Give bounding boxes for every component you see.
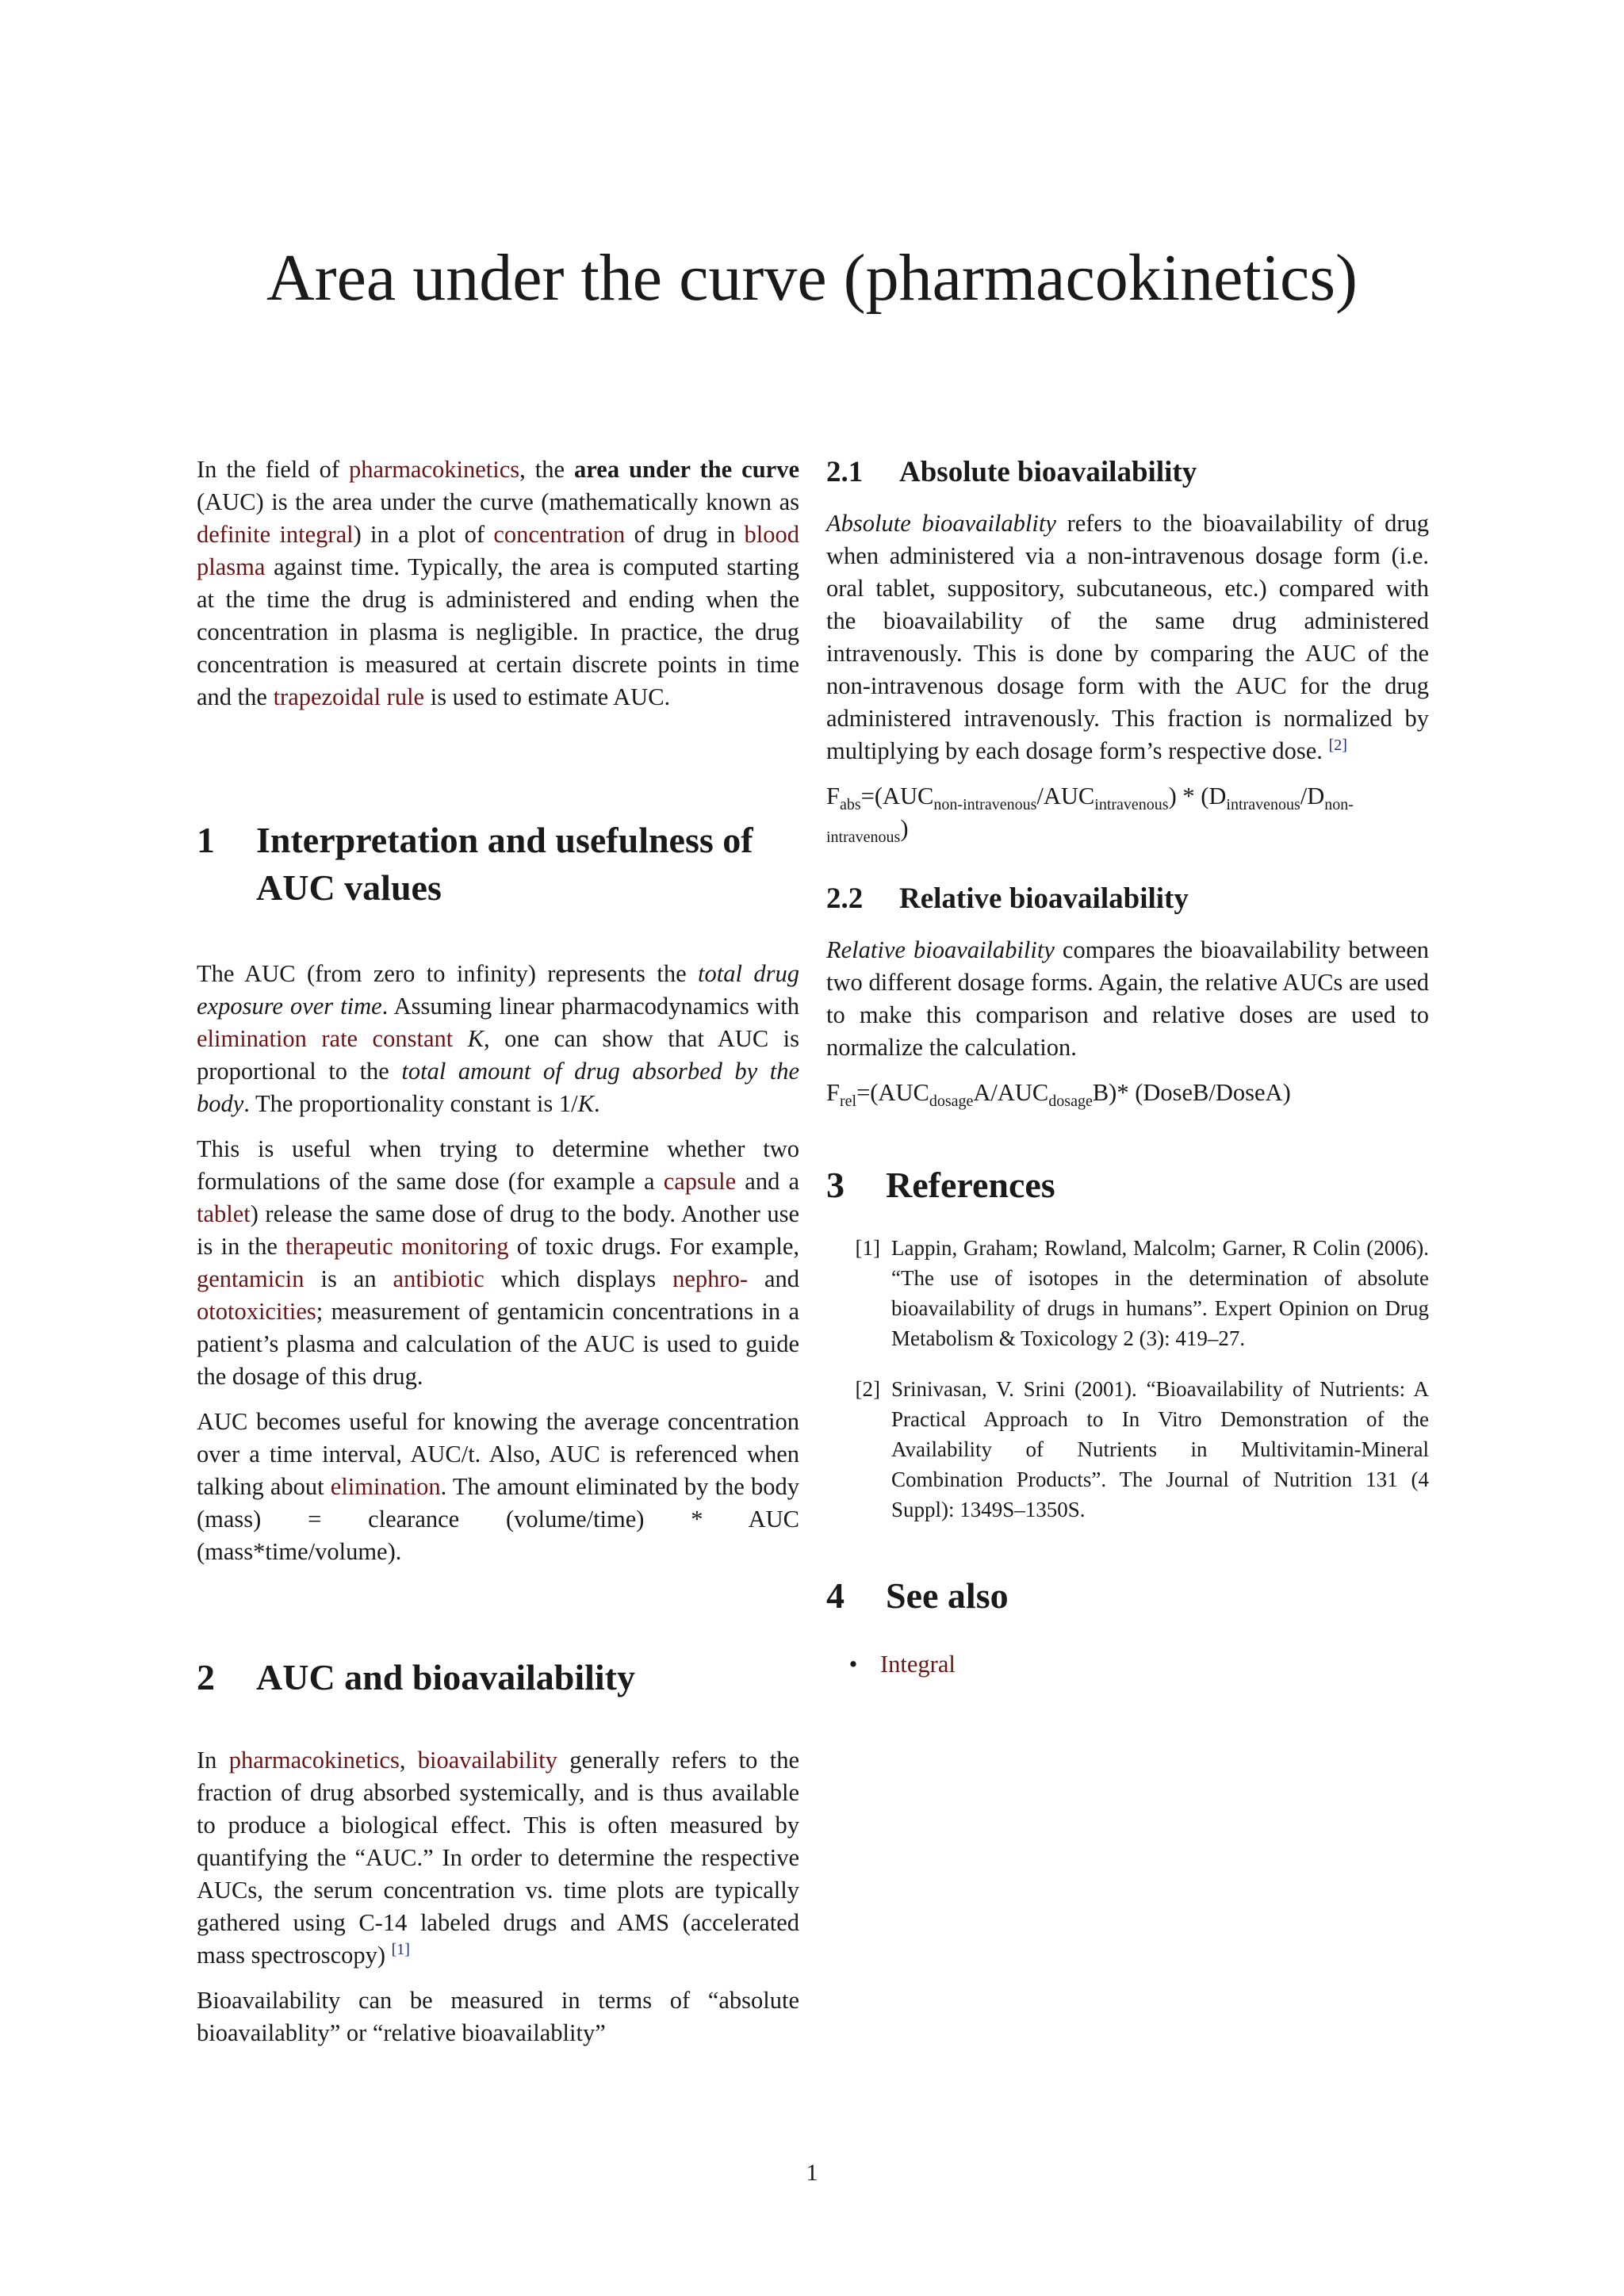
reference-item: [826, 1374, 1429, 1525]
text: B)* (DoseB/DoseA): [1092, 1079, 1291, 1106]
italic-text: K: [577, 1090, 594, 1117]
link-therapeutic-monitoring[interactable]: therapeutic monitoring: [285, 1233, 509, 1260]
text: .: [593, 1090, 600, 1117]
link-pharmacokinetics[interactable]: pharmacokinetics: [349, 456, 520, 483]
text: /D: [1300, 783, 1325, 809]
link-antibiotic[interactable]: antibiotic: [393, 1265, 485, 1292]
s21-paragraph-1: [826, 507, 1429, 767]
subscript: intravenous: [1226, 796, 1300, 814]
page-number: 1: [806, 2160, 818, 2186]
section-2-2-heading: [826, 880, 1429, 918]
text: This is useful when trying to determine whether two formulations of the same dose (for example a: [197, 1135, 799, 1195]
page-title: Area under the curve (pharmacokinetics): [266, 241, 1358, 315]
section-number: 2: [197, 1657, 215, 1697]
link-integral[interactable]: Integral: [880, 1651, 956, 1678]
subscript: dosage: [929, 1093, 974, 1111]
bold-term: area under the curve: [574, 456, 800, 483]
subscript: rel: [839, 1093, 857, 1111]
section-title: AUC and bioavailability: [256, 1657, 635, 1697]
section-2-1-heading: [826, 453, 1429, 492]
text: =(AUC: [860, 783, 934, 809]
s1-paragraph-2: [197, 1133, 799, 1393]
text: which displays: [484, 1265, 673, 1292]
text: In the field of: [197, 456, 350, 483]
text: AUC becomes useful for knowing the average concentration over a time interval, AUC/t. Also, AUC is referenced when talking about: [197, 1408, 799, 1500]
section-title: Absolute bioavailability: [899, 456, 1197, 488]
text: . The proportionality constant is 1/: [243, 1090, 578, 1117]
link-bioavailability[interactable]: bioavailability: [417, 1747, 557, 1774]
text: generally refers to the fraction of drug absorbed systemically, and is thus available to produce a biological effect. This is often measured by quantifying the “AUC.” In order to determine the respective AUCs, the serum concentration vs. time plots are typically gathered using C-14 labeled drugs and AMS (accelerated mass spectroscopy): [197, 1747, 799, 1969]
text: The AUC (from zero to infinity) represents the: [197, 960, 699, 987]
section-number: 4: [826, 1575, 845, 1616]
s2-paragraph-2: Bioavailability can be measured in terms of “absolute bioavailablity” or “relative bioavailablity”: [197, 1987, 799, 2046]
subscript: non-intravenous: [933, 796, 1037, 814]
subscript: intravenous: [1094, 796, 1169, 814]
reference-text: Srinivasan, V. Srini (2001). “Bioavailability of Nutrients: A Practical Approach to In Vitro Demonstration of the Availability of Nutrients in Multivitamin-Mineral Combination Products”. The Journal of Nutrition 131 (4 Suppl): 1349S–1350S.: [891, 1377, 1429, 1521]
link-blood-plasma[interactable]: blood plasma: [197, 521, 799, 580]
citation-2[interactable]: [2]: [1328, 736, 1347, 754]
s2-paragraph-1: [197, 1744, 799, 1972]
reference-number: [2]: [855, 1377, 880, 1401]
text: . Assuming linear pharmacodynamics with: [381, 993, 799, 1020]
section-1-heading: [197, 817, 799, 912]
reference-number: [1]: [855, 1236, 880, 1260]
text: , the: [519, 456, 575, 483]
link-nephrotoxicity[interactable]: nephro-: [672, 1265, 748, 1292]
text: is an: [304, 1265, 393, 1292]
text: [453, 1025, 467, 1052]
text: In: [197, 1747, 229, 1774]
formula-absolute: [826, 780, 1429, 845]
section-title: Interpretation and usefulness of AUC values: [256, 820, 753, 908]
text: ): [900, 815, 909, 842]
link-ototoxicities[interactable]: ototoxicities: [197, 1298, 316, 1325]
link-elimination[interactable]: elimination: [330, 1473, 441, 1500]
text: of toxic drugs. For example,: [508, 1233, 799, 1260]
section-number: 1: [197, 820, 215, 860]
section-title: See also: [886, 1575, 1009, 1616]
link-elimination-rate-constant[interactable]: elimination rate constant: [197, 1025, 454, 1052]
text: ; measurement of gentamicin concentrations in a patient’s plasma and calculation of the AUC is used to guide the dosage of this drug.: [197, 1298, 799, 1390]
text: . The amount eliminated by the body (mass) = clearance (volume/time) * AUC (mass*time/volume).: [197, 1473, 799, 1565]
text: against time. Typically, the area is computed starting at the time the drug is administered and ending when the concentration in plasma is negligible. In practice, the drug concentration is measured at certain discrete points in time and the: [197, 553, 799, 710]
text: and: [748, 1265, 799, 1292]
text: and a: [736, 1168, 799, 1195]
section-number: 3: [826, 1165, 845, 1205]
text: F: [826, 783, 840, 809]
s1-paragraph-3: [197, 1406, 799, 1568]
bullet-icon: •: [848, 1651, 858, 1678]
text: ) * (D: [1168, 783, 1227, 809]
link-concentration[interactable]: concentration: [493, 521, 626, 548]
link-capsule[interactable]: capsule: [663, 1168, 737, 1195]
link-pharmacokinetics-2[interactable]: pharmacokinetics: [228, 1747, 400, 1774]
right-column: [826, 453, 1429, 1681]
references-list: [826, 1233, 1429, 1525]
section-title: Relative bioavailability: [899, 882, 1189, 915]
s22-paragraph-1: [826, 934, 1429, 1064]
section-number: 2.2: [826, 882, 864, 915]
text: =(AUC: [856, 1079, 929, 1106]
list-item: [826, 1648, 1429, 1681]
left-column: [197, 453, 799, 2062]
intro-paragraph: [197, 453, 799, 714]
text: refers to the bioavailability of drug when administered via a non-intravenous dosage form (i.e. oral tablet, suppository, subcutaneous, etc.) compared with the bioavailability of the same drug administered intravenously. This is done by comparing the AUC of the non-intravenous dosage form with the AUC for the drug administered intravenously. This fraction is normalized by multiplying by each dosage form’s respective dose.: [826, 510, 1429, 764]
subscript: abs: [839, 796, 861, 814]
text: of drug in: [625, 521, 745, 548]
text: /AUC: [1036, 783, 1095, 809]
link-trapezoidal-rule[interactable]: trapezoidal rule: [273, 683, 425, 710]
formula-relative: [826, 1077, 1429, 1109]
s1-paragraph-1: [197, 958, 799, 1120]
subscript: dosage: [1048, 1093, 1093, 1111]
italic-text: Relative bioavailability: [826, 936, 1055, 963]
text: , one can show that AUC is proportional to the: [197, 1025, 799, 1085]
text: F: [826, 1079, 840, 1106]
text: ) in a plot of: [353, 521, 494, 548]
text: (AUC) is the area under the curve (mathematically known as: [197, 488, 799, 515]
italic-text: total amount of drug absorbed by the body: [197, 1058, 799, 1117]
section-number: 2.1: [826, 456, 864, 488]
citation-1[interactable]: [1]: [391, 1940, 410, 1958]
link-tablet[interactable]: tablet: [197, 1200, 251, 1227]
reference-item: [826, 1233, 1429, 1353]
section-4-heading: [826, 1572, 1429, 1620]
reference-text: Lappin, Graham; Rowland, Malcolm; Garner, R Colin (2006). “The use of isotopes in the determination of absolute bioavailability of drugs in humans”. Expert Opinion on Drug Metabolism & Toxicology 2 (3): 419–27.: [891, 1236, 1429, 1350]
italic-text: total drug exposure over time: [197, 960, 799, 1020]
italic-text: Absolute bioavailablity: [826, 510, 1056, 537]
section-title: References: [886, 1165, 1055, 1205]
text: A/AUC: [973, 1079, 1049, 1106]
text: ) release the same dose of drug to the body. Another use is in the: [197, 1200, 799, 1260]
section-2-heading: [197, 1654, 799, 1701]
subscript: non-intravenous: [826, 796, 1354, 847]
text: ,: [399, 1747, 418, 1774]
italic-text: K: [467, 1025, 485, 1052]
link-gentamicin[interactable]: gentamicin: [197, 1265, 304, 1292]
see-also-list: [826, 1648, 1429, 1681]
section-3-heading: [826, 1161, 1429, 1209]
text: is used to estimate AUC.: [424, 683, 671, 710]
link-definite-integral[interactable]: definite integral: [197, 521, 354, 548]
text: compares the bioavailability between two different dosage forms. Again, the relative AUCs are used to make this comparison and relative doses are used to normalize the calculation.: [826, 936, 1429, 1061]
